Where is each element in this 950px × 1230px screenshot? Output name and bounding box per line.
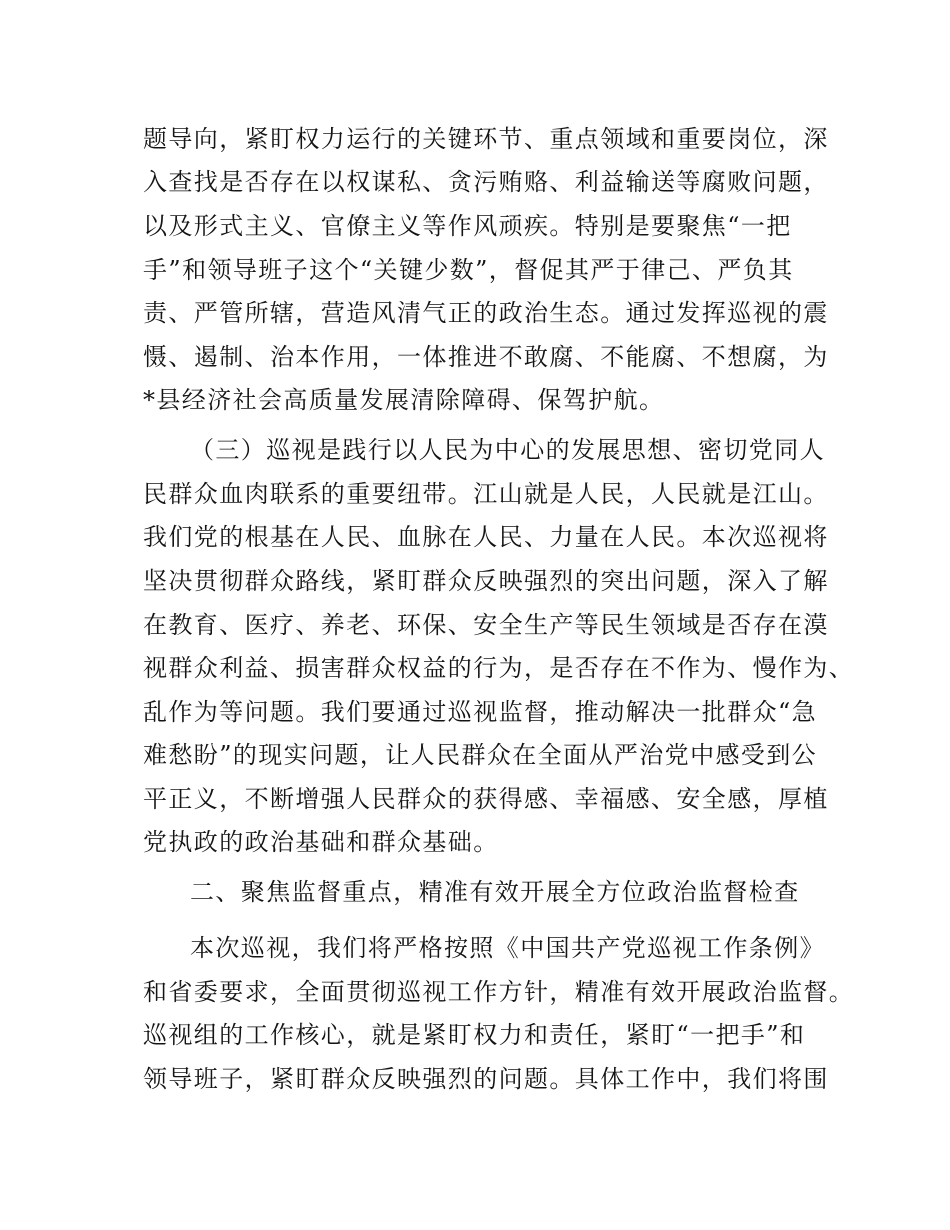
text-line: 党执政的政治基础和群众基础。	[143, 828, 499, 856]
text-line: 手”和领导班子这个“关键少数”，督促其严于律己、严负其	[143, 256, 794, 284]
section-heading-three: （三）巡视是践行以人民为中心的发展思想、密切党同人	[190, 436, 825, 464]
text-line: 入查找是否存在以权谋私、贪污贿赂、利益输送等腐败问题，	[143, 168, 829, 196]
section-heading-two: 二、聚焦监督重点，精准有效开展全方位政治监督检查	[190, 878, 800, 906]
text-line: 平正义，不断增强人民群众的获得感、幸福感、安全感，厚植	[143, 785, 829, 813]
text-line: 乱作为等问题。我们要通过巡视监督，推动解决一批群众“急	[143, 698, 818, 726]
text-line: 我们党的根基在人民、血脉在人民、力量在人民。本次巡视将	[143, 523, 829, 551]
text-line: 领导班子，紧盯群众反映强烈的问题。具体工作中，我们将围	[143, 1065, 829, 1093]
text-line: 和省委要求，全面贯彻巡视工作方针，精准有效开展政治监督。	[143, 978, 855, 1006]
text-line: 坚决贯彻群众路线，紧盯群众反映强烈的突出问题，深入了解	[143, 567, 829, 595]
text-line: 民群众血肉联系的重要纽带。江山就是人民，人民就是江山。	[143, 480, 829, 508]
text-line: 视群众利益、损害群众权益的行为，是否存在不作为、慢作为、	[143, 654, 855, 682]
text-line: 责、严管所辖，营造风清气正的政治生态。通过发挥巡视的震	[143, 299, 829, 327]
text-line: 题导向，紧盯权力运行的关键环节、重点领域和重要岗位，深	[143, 125, 829, 153]
paragraph-start: 本次巡视，我们将严格按照《中国共产党巡视工作条例》	[190, 934, 825, 962]
text-line: 巡视组的工作核心，就是紧盯权力和责任，紧盯“一把手”和	[143, 1021, 806, 1049]
text-line: 慑、遏制、治本作用，一体推进不敢腐、不能腐、不想腐，为	[143, 343, 829, 371]
text-line: *县经济社会高质量发展清除障碍、保驾护航。	[143, 386, 665, 414]
text-line: 在教育、医疗、养老、环保、安全生产等民生领域是否存在漠	[143, 611, 829, 639]
text-line: 难愁盼”的现实问题，让人民群众在全面从严治党中感受到公	[143, 741, 818, 769]
text-line: 以及形式主义、官僚主义等作风顽疾。特别是要聚焦“一把	[143, 212, 792, 240]
